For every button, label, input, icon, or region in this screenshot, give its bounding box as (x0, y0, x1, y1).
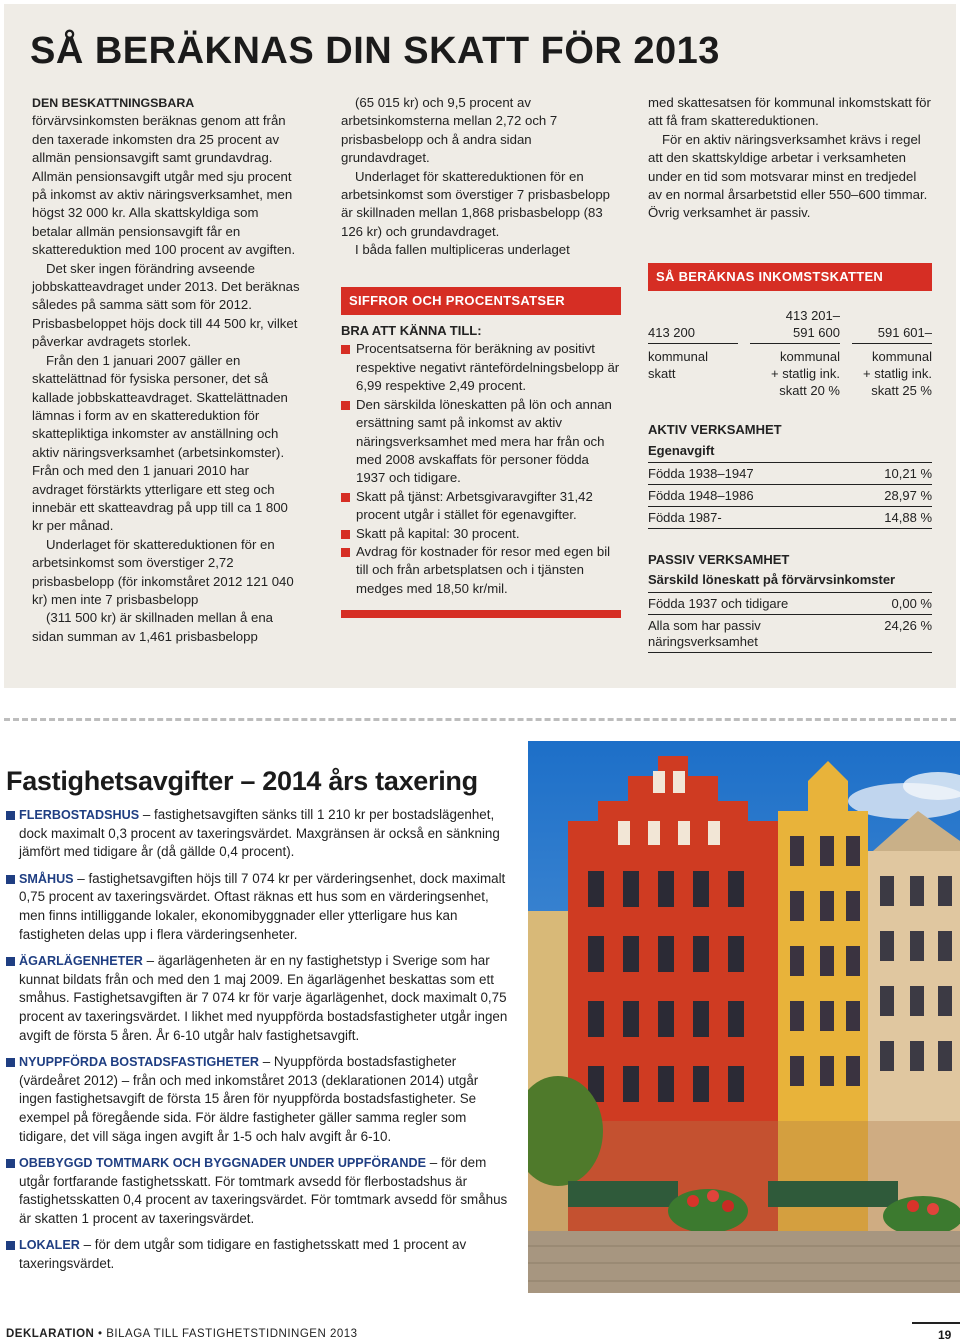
paragraph: (311 500 kr) är skillnaden mellan å ena sidan summan av 1,461 prisbasbelopp (32, 610, 274, 644)
table-row (648, 615, 932, 653)
paragraph: För en aktiv näringsverksamhet krävs i regel att den skattskyldige arbetar i verksamheten under en tid som motsvarar minst en tredjedel av en normal årsarbetstid eller 550–600 timmar. Övrig verksamhet är passiv. (648, 131, 928, 221)
bracket-range-start: 413 201– (785, 308, 840, 324)
paragraph: I båda fallen multipliceras underlaget (355, 242, 570, 258)
item-key: OBEBYGGD TOMTMARK OCH BYGGNADER UNDER UPPFÖRANDE (19, 1156, 426, 1171)
publication-name: DEKLARATION (6, 1328, 95, 1340)
square-bullet-icon (6, 1058, 15, 1067)
row-value: 14,88 % (884, 510, 932, 526)
page-number-rule (912, 1322, 960, 1324)
bracket-label: + statlig ink. (862, 366, 932, 382)
bracket-label: kommunal (872, 349, 932, 365)
bracket-label: kommunal (648, 349, 708, 365)
square-bullet-icon (6, 1241, 15, 1250)
item-text: – ägarlägenheten är en ny fastighetstyp i Sverige som har kunnat bildats från och med den 1 maj 2009. En ägarlägenhet beskattas som ett småhus. Fastighetsavgiften är 7 074 kr för varje ägarlägenhet, dock maximalt 0,75 procent av taxeringsvärdet. I likhet med nyuppförda bostadsfastigheter utgår ingen avgift de första 5 åren. År 6-10 utgår halv fastighetsavgift. (19, 953, 508, 1043)
list-item (6, 1236, 510, 1273)
paragraph (32, 94, 302, 260)
paragraph: (65 015 kr) och 9,5 procent av arbetsinkomsterna mellan 2,72 och 7 prisbasbelopp och å andra sidan grundavdraget. (341, 95, 558, 166)
item-text: – fastighetsavgiften sänks till 1 210 kr per bostadslägenhet, dock maximalt 0,3 procent av taxeringsvärdet. Maxgränsen är också en sänkning jämfört med tidigare år (då gällde 0,4 procent). (19, 807, 500, 860)
column-2 (341, 94, 621, 618)
row-label: Alla som har passiv näringsverksamhet (648, 617, 761, 649)
bracket-label: skatt 20 % (779, 383, 840, 399)
column-3 (648, 94, 932, 653)
list-item (341, 396, 621, 488)
list-item (6, 952, 510, 1045)
facts-box-title: SIFFROR OCH PROCENTSATSER (341, 287, 621, 315)
bracket-label: skatt (648, 366, 676, 382)
item-text: – Nyuppförda bostadsfastigheter (värdeåret 2012) – från och med inkomståret 2013 (deklarationen 2014) utgår ingen fastighetsavgift de första 15 åren för nyuppförda bostadsfastigheter. Se exempel på föregående sida. För äldre fastigheter gäller samma regler som tidigare, det vill säga ingen avgift år 1-5 och halv avgift år 6-10. (19, 1054, 479, 1144)
tax-bracket (750, 307, 840, 399)
list-item (341, 488, 621, 525)
passive-subheading: Särskild löneskatt på förvärvsinkomster (648, 572, 896, 588)
list-item (6, 1053, 510, 1146)
page-footer (6, 1328, 358, 1340)
list-item (341, 543, 621, 598)
square-bullet-icon (341, 530, 350, 539)
active-heading: AKTIV VERKSAMHET (648, 422, 782, 438)
column-1 (32, 94, 302, 646)
facts-box-subtitle: BRA ATT KÄNNA TILL: (341, 323, 482, 339)
article-body (6, 806, 510, 1282)
article-title: Fastighetsavgifter – 2014 års taxering (6, 766, 478, 796)
square-bullet-icon (341, 548, 350, 557)
item-key: FLERBOSTADSHUS (19, 808, 140, 822)
active-rates-table (648, 462, 932, 529)
square-bullet-icon (341, 493, 350, 502)
bracket-label: skatt 25 % (871, 383, 932, 399)
square-bullet-icon (341, 401, 350, 410)
table-row (648, 592, 932, 615)
row-label: Födda 1948–1986 (648, 488, 754, 504)
tax-bracket (852, 307, 932, 399)
passive-rates-table (648, 592, 932, 653)
list-item (6, 870, 510, 944)
tax-bracket (648, 307, 738, 399)
income-tax-box-title: SÅ BERÄKNAS INKOMSTSKATTEN (648, 263, 932, 291)
bracket-amount: 591 600 (750, 324, 840, 344)
bracket-amount: 413 200 (648, 324, 738, 344)
table-row (648, 485, 932, 507)
spacer (852, 307, 932, 324)
income-tax-table (648, 307, 932, 399)
stockholm-buildings-photo (528, 741, 960, 1293)
square-bullet-icon (341, 345, 350, 354)
facts-list (341, 340, 621, 598)
paragraph: Underlaget för skattereduktionen för en arbetsinkomst som överstiger 2,72 prisbasbelopp (för inkomståret 2012 121 040 kr) men inte 7 prisbasbelopp (32, 536, 294, 607)
page-title: SÅ BERÄKNAS DIN SKATT FÖR 2013 (30, 30, 720, 72)
dashed-divider (4, 718, 956, 721)
paragraph: Underlaget för skattereduktionen för en arbetsinkomst som överstiger 7 prisbasbelopp är skillnaden mellan 1,868 prisbasbelopp (83 126 kr) och grundavdraget. (341, 168, 611, 239)
bracket-label: kommunal (780, 349, 840, 365)
paragraph: med skattesatsen för kommunal inkomstskatt för att få fram skattereduktionen. (648, 95, 931, 129)
list-item (341, 340, 621, 395)
square-bullet-icon (6, 875, 15, 884)
list-item-text: Skatt på kapital: 30 procent. (356, 525, 520, 541)
square-bullet-icon (6, 811, 15, 820)
list-item-text: Den särskilda löneskatten på lön och annan ersättning samt på inkomst av aktiv näringsverksamhet med mera har från och med 2008 avskaffats för personer födda 1937 och tidigare. (356, 396, 612, 486)
row-label: Födda 1937 och tidigare (648, 595, 789, 611)
list-item (341, 525, 621, 543)
row-value: 24,26 % (884, 617, 932, 633)
square-bullet-icon (6, 957, 15, 966)
table-row (648, 507, 932, 529)
item-key: ÄGARLÄGENHETER (19, 954, 143, 969)
row-value: 28,97 % (884, 488, 932, 504)
bracket-amount: 591 601– (852, 324, 932, 344)
item-text: – för dem utgår fortfarande fastighetsskatt. För tomtmark avsedd för flerbostadshus är fastighetsskatten 0,4 procent av taxeringsvärdet. För tomtmark avsedd för småhus är skatten 1 procent av taxeringsvärdet. (19, 1155, 508, 1226)
list-item-text: Procentsatserna för beräkning av positivt respektive negativt räntefördelningsbelopp är 6,99 respektive 2,49 procent. (356, 341, 620, 394)
row-value: 0,00 % (891, 595, 932, 611)
row-label: Födda 1987- (648, 510, 722, 526)
lead-in: DEN BESKATTNINGSBARA (32, 96, 195, 110)
list-item-text: Avdrag för kostnader för resor med egen bil till och från arbetsplatsen och i tjänsten medges med 18,50 kr/mil. (356, 543, 611, 596)
paragraph: Det sker ingen förändring avseende jobbskatteavdraget under 2013. Det beräknas således på samma sätt som för 2012. Prisbasbeloppet höjs dock till 44 500 kr, vilket påverkar avdragets storlek. (32, 260, 300, 350)
box-bottom-rule (341, 610, 621, 618)
list-item-text: Skatt på tjänst: Arbetsgivaravgifter 31,42 procent utgår i stället för egenavgifter. (356, 488, 593, 523)
item-text: – fastighetsavgiften höjs till 7 074 kr per värderingsenhet, dock maximalt 0,75 procent av taxeringsvärdet. Oftast räknas ett hus som en värderingsenhet, men finns intilliggande lokaler, ekonomibyggnader eller ytterligare hus kan fastigheten delas upp i flera värderingsenheter. (19, 870, 506, 942)
item-text: – för dem utgår som tidigare en fastighetsskatt med 1 procent av taxeringsvärdet. (19, 1237, 467, 1272)
paragraph: Från den 1 januari 2007 gäller en skattelättnad för fysiska personer, det så kallade jobbskatteavdraget. Skattelättnaden lämnas i form av en skattereduktion för skattepliktiga inkomster av anställning och aktiv näringsverksamhet (arbetsinkomster). Från och med den 1 januari 2010 har avdraget förstärkts ytterligare ett steg och innebär ett skatteavdrag på upp till ca 1 800 kr per månad. (32, 352, 288, 534)
row-value: 10,21 % (884, 466, 932, 482)
item-key: SMÅHUS (19, 871, 74, 886)
list-item (6, 1154, 510, 1228)
passive-heading: PASSIV VERKSAMHET (648, 552, 790, 568)
item-key: NYUPPFÖRDA BOSTADSFASTIGHETER (19, 1055, 259, 1070)
footer-separator: • (94, 1328, 107, 1340)
page-number: 19 (938, 1328, 952, 1342)
table-row (648, 462, 932, 485)
publication-subtitle: BILAGA TILL FASTIGHETSTIDNINGEN 2013 (106, 1328, 358, 1340)
bracket-label: + statlig ink. (770, 366, 840, 382)
item-key: LOKALER (19, 1238, 80, 1253)
paragraph-text: förvärvsinkomsten beräknas genom att från den taxerade inkomsten dra 25 procent av allmän pensionsavgift samt grundavdrag. Allmän pensionsavgift utgår med sju procent på inkomst av aktiv näringsverksamhet, men högst 32 000 kr. Alla skattskyldiga som betalar allmän pensionsavgift får en skattereduktion med 100 procent av avgiften. (32, 113, 296, 258)
row-label: Födda 1938–1947 (648, 466, 754, 482)
square-bullet-icon (6, 1159, 15, 1168)
list-item (6, 806, 510, 862)
active-subheading: Egenavgift (648, 442, 715, 458)
